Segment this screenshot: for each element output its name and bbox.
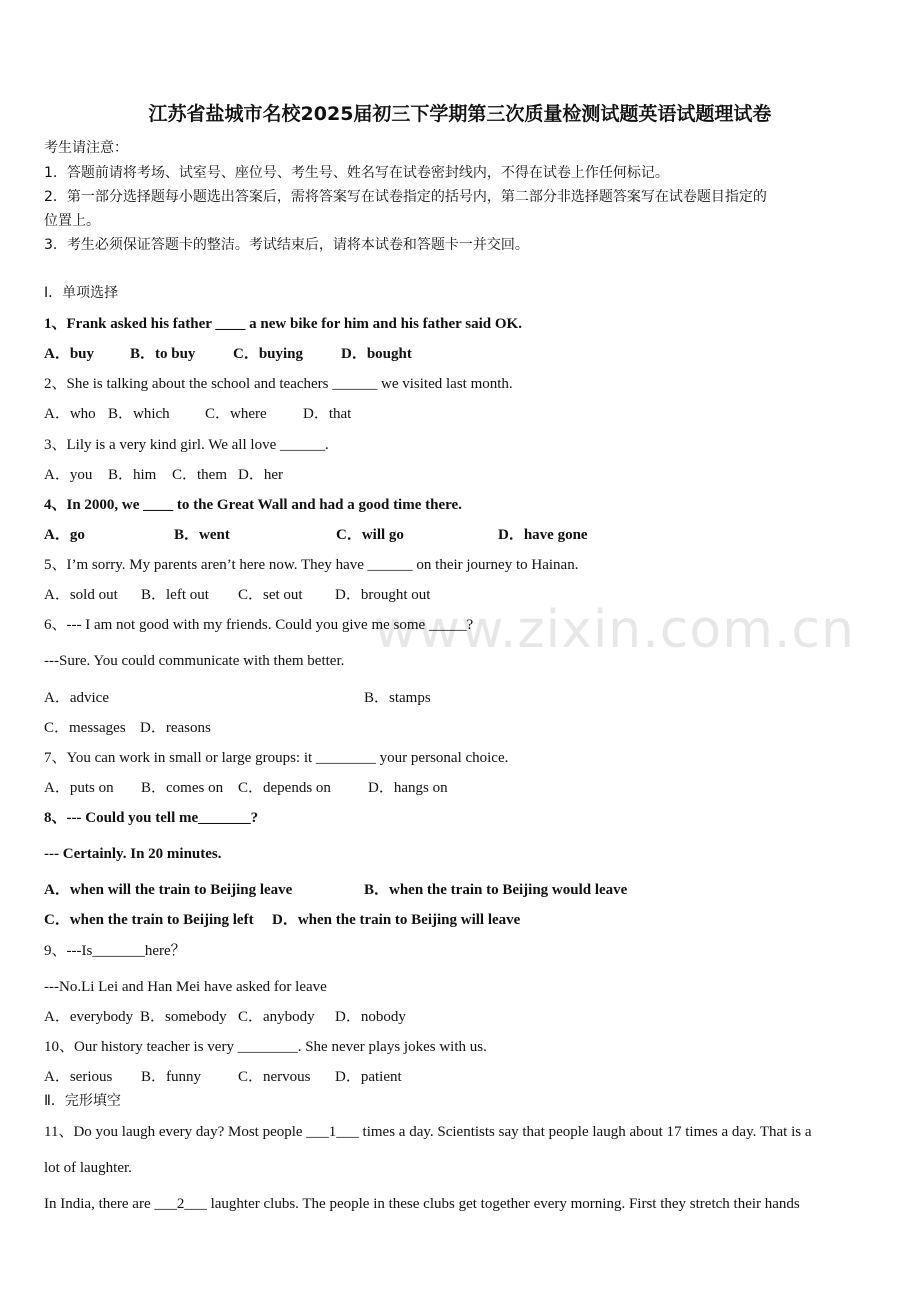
option-b: B．left out (141, 587, 209, 603)
question-stem: 7、You can work in small or large groups: it ________ your personal choice. (44, 750, 509, 766)
question-stem: 10、Our history teacher is very ________. She never plays jokes with us. (44, 1039, 487, 1055)
question-reply: ---Sure. You could communicate with them better. (44, 653, 345, 669)
question-stem: 1、Frank asked his father ____ a new bike for him and his father said OK. (44, 316, 522, 332)
option-d: D．that (303, 406, 352, 422)
option-a: A．everybody (44, 1009, 134, 1025)
question-stem: 9、---Is_______here？ (44, 943, 186, 959)
cloze-paragraph: lot of laughter. (44, 1160, 132, 1176)
question-reply: --- Certainly. In 20 minutes. (44, 846, 222, 862)
option-a: A．sold out (44, 587, 118, 603)
option-c: C．will go (336, 527, 404, 543)
option-d: D．when the train to Beijing will leave (272, 912, 521, 928)
cloze-paragraph: In India, there are ___2___ laughter clubs. The people in these clubs get together every morning. First they stretch their hands (44, 1196, 800, 1212)
option-a: A．when will the train to Beijing leave (44, 882, 293, 898)
option-d: D．brought out (335, 587, 431, 603)
page-title: 江苏省盐城市名校2025届初三下学期第三次质量检测试题英语试题理试卷 (148, 103, 772, 125)
option-a: A．who (44, 406, 96, 422)
option-c: C．them (172, 467, 227, 483)
option-b: B．comes on (141, 780, 224, 796)
option-c: C．when the train to Beijing left (44, 912, 254, 928)
option-a: A．puts on (44, 780, 114, 796)
option-a: A．buy (44, 346, 95, 362)
option-c: C．set out (238, 587, 303, 603)
option-c: C．anybody (238, 1009, 315, 1025)
option-b: B．him (108, 467, 157, 483)
notice-item: 位置上。 (44, 213, 100, 229)
option-b: B．which (108, 406, 170, 422)
notice-item: 3．考生必须保证答题卡的整洁。考试结束后，请将本试卷和答题卡一并交回。 (44, 237, 529, 253)
watermark: www.zixin.com.cn (374, 600, 855, 660)
option-a: A．you (44, 467, 93, 483)
question-stem: 5、I’m sorry. My parents aren’t here now. They have ______ on their journey to Hainan. (44, 557, 579, 573)
option-c: C．messages (44, 720, 126, 736)
question-reply: ---No.Li Lei and Han Mei have asked for leave (44, 979, 327, 995)
option-b: B．funny (141, 1069, 202, 1085)
option-d: D．reasons (140, 720, 211, 736)
option-b: B．when the train to Beijing would leave (364, 882, 628, 898)
section-heading: Ⅰ．单项选择 (44, 285, 119, 301)
option-d: D．hangs on (368, 780, 448, 796)
option-c: C．where (205, 406, 267, 422)
option-b: B．somebody (140, 1009, 227, 1025)
option-d: D．patient (335, 1069, 402, 1085)
option-d: D．bought (341, 346, 412, 362)
option-b: B．to buy (130, 346, 196, 362)
question-stem: 4、In 2000, we ____ to the Great Wall and had a good time there. (44, 497, 462, 513)
option-c: C．nervous (238, 1069, 311, 1085)
question-stem: 3、Lily is a very kind girl. We all love ______. (44, 437, 329, 453)
question-stem: 8、--- Could you tell me_______? (44, 810, 259, 826)
question-stem: 2、She is talking about the school and teachers ______ we visited last month. (44, 376, 513, 392)
option-a: A．go (44, 527, 85, 543)
notice-item: 2．第一部分选择题每小题选出答案后，需将答案写在试卷指定的括号内，第二部分非选择题答案写在试卷题目指定的 (44, 189, 767, 205)
option-d: D．have gone (498, 527, 588, 543)
cloze-paragraph: 11、Do you laugh every day? Most people ___1___ times a day. Scientists say that people laugh about 17 times a day. That is a (44, 1124, 812, 1140)
section-heading: Ⅱ．完形填空 (44, 1093, 121, 1109)
option-d: D．her (238, 467, 283, 483)
option-c: C．buying (233, 346, 304, 362)
option-a: A．serious (44, 1069, 113, 1085)
notice-heading: 考生请注意： (44, 140, 128, 156)
option-a: A．advice (44, 690, 109, 706)
option-c: C．depends on (238, 780, 331, 796)
notice-item: 1．答题前请将考场、试室号、座位号、考生号、姓名写在试卷密封线内，不得在试卷上作任何标记。 (44, 165, 669, 181)
question-stem: 6、--- I am not good with my friends. Could you give me some _____? (44, 617, 474, 633)
option-b: B．stamps (364, 690, 431, 706)
option-b: B．went (174, 527, 230, 543)
option-d: D．nobody (335, 1009, 406, 1025)
